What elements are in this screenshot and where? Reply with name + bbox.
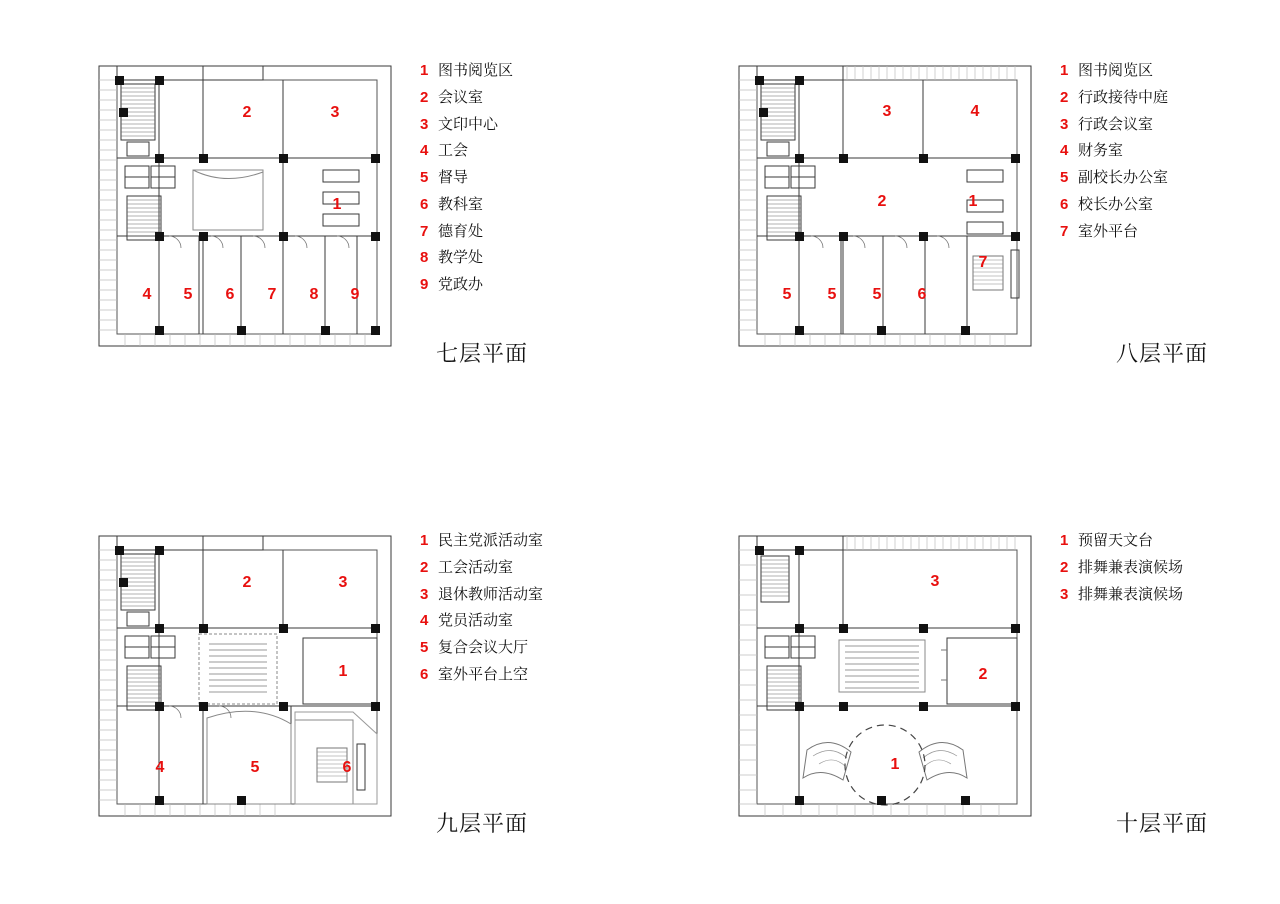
plan-svg-7: [95, 50, 395, 350]
legend-label: 室外平台: [1078, 222, 1139, 240]
legend-number: 1: [420, 62, 429, 79]
legend-label: 退休教师活动室: [438, 585, 544, 603]
plan-svg-10: [735, 520, 1035, 820]
legend-label: 会议室: [438, 88, 484, 106]
legend-item: [1060, 140, 1260, 162]
legend-label: 文印中心: [438, 115, 499, 133]
legend-number: 5: [420, 639, 429, 656]
room-number: 5: [782, 286, 792, 303]
legend-item: [420, 274, 620, 296]
legend-number: 6: [420, 195, 429, 213]
legend-item: [420, 610, 620, 632]
legend-label: 行政会议室: [1078, 115, 1154, 133]
floor-plan-sheet-9: [20, 490, 620, 890]
legend-label: 教学处: [438, 249, 484, 267]
legend-item: [420, 140, 620, 162]
floor-plan-sheet-8: [660, 20, 1260, 420]
legend-label: 教科室: [438, 195, 484, 213]
legend-item: [1060, 584, 1260, 606]
legend-number: 4: [420, 142, 429, 160]
legend-number: 3: [1060, 115, 1069, 133]
floor-plan-drawing-8: [735, 50, 1035, 350]
legend-item: [1060, 114, 1260, 136]
legend-number: 1: [420, 532, 429, 549]
legend-item: [1060, 194, 1260, 216]
legend-label: 德育处: [438, 222, 484, 240]
legend-number: 7: [420, 222, 429, 240]
plan-caption: 八层平面: [1115, 341, 1208, 366]
room-number: 6: [225, 286, 235, 303]
legend-number: 2: [1060, 558, 1069, 576]
room-number: 5: [250, 759, 260, 776]
floor-plan-drawing-9: [95, 520, 395, 820]
legend-number: 5: [420, 169, 429, 186]
legend-label: 民主党派活动室: [438, 532, 544, 549]
legend-item: [1060, 87, 1260, 109]
room-number: 6: [917, 286, 927, 303]
legend-number: 7: [1060, 222, 1069, 240]
legend-item: [420, 247, 620, 269]
legend-number: 6: [1060, 195, 1069, 213]
floor-plan-drawing-7: [95, 50, 395, 350]
room-number: 3: [882, 103, 892, 120]
room-number: 5: [872, 286, 882, 303]
legend-number: 3: [1060, 585, 1069, 603]
room-number: 5: [827, 286, 837, 303]
legend-label: 副校长办公室: [1078, 169, 1169, 186]
legend-label: 复合会议大厅: [438, 639, 529, 656]
legend-floor-8: [1060, 60, 1260, 247]
legend-label: 督导: [438, 169, 469, 186]
legend-number: 3: [420, 585, 429, 603]
legend-number: 8: [420, 249, 429, 267]
room-number: 4: [155, 759, 165, 776]
legend-label: 图书阅览区: [1078, 62, 1154, 79]
legend-label: 工会: [438, 142, 469, 160]
legend-item: [420, 637, 620, 659]
legend-item: [420, 664, 620, 686]
legend-item: [420, 530, 620, 552]
room-number: 3: [330, 104, 340, 121]
plan-caption: 十层平面: [1115, 811, 1208, 836]
room-number: 7: [267, 286, 277, 303]
legend-number: 5: [1060, 169, 1069, 186]
legend-number: 6: [420, 665, 429, 683]
room-number: 6: [342, 759, 352, 776]
legend-floor-10: [1060, 530, 1260, 610]
legend-number: 2: [420, 88, 429, 106]
legend-floor-9: [420, 530, 620, 691]
legend-item: [1060, 530, 1260, 552]
legend-label: 党政办: [438, 276, 484, 293]
room-number: 3: [338, 574, 348, 591]
room-number: 4: [142, 286, 152, 303]
legend-label: 室外平台上空: [438, 665, 529, 683]
floor-plan-drawing-10: [735, 520, 1035, 820]
room-number: 2: [242, 104, 252, 121]
legend-number: 9: [420, 276, 429, 293]
legend-item: [1060, 221, 1260, 243]
floor-plan-sheet-7: [20, 20, 620, 420]
legend-item: [1060, 557, 1260, 579]
legend-item: [420, 221, 620, 243]
legend-label: 工会活动室: [438, 558, 514, 576]
room-number: 1: [890, 756, 900, 773]
legend-item: [420, 557, 620, 579]
room-number: 1: [968, 193, 978, 210]
legend-number: 1: [1060, 532, 1069, 549]
legend-item: [1060, 60, 1260, 82]
plan-caption: 七层平面: [435, 341, 528, 366]
room-number: 4: [970, 103, 980, 120]
legend-number: 4: [1060, 142, 1069, 160]
legend-label: 排舞兼表演候场: [1078, 558, 1184, 576]
legend-item: [1060, 167, 1260, 189]
room-number: 8: [309, 286, 319, 303]
room-number: 1: [338, 663, 348, 680]
legend-number: 1: [1060, 62, 1069, 79]
legend-label: 预留天文台: [1078, 532, 1154, 549]
legend-item: [420, 87, 620, 109]
room-number: 7: [978, 254, 988, 271]
legend-item: [420, 167, 620, 189]
room-number: 1: [332, 196, 342, 213]
legend-label: 排舞兼表演候场: [1078, 585, 1184, 603]
legend-floor-7: [420, 60, 620, 301]
legend-item: [420, 60, 620, 82]
room-number: 2: [978, 666, 988, 683]
legend-number: 4: [420, 612, 429, 630]
legend-label: 财务室: [1078, 142, 1124, 160]
legend-item: [420, 194, 620, 216]
legend-number: 2: [1060, 88, 1069, 106]
legend-number: 2: [420, 558, 429, 576]
room-number: 2: [877, 193, 887, 210]
legend-item: [420, 114, 620, 136]
legend-label: 图书阅览区: [438, 62, 514, 79]
room-number: 5: [183, 286, 193, 303]
legend-number: 3: [420, 115, 429, 133]
legend-item: [420, 584, 620, 606]
floor-plan-sheet-10: [660, 490, 1260, 890]
legend-label: 党员活动室: [438, 612, 514, 630]
room-number: 9: [350, 286, 360, 303]
legend-label: 行政接待中庭: [1078, 88, 1169, 106]
room-number: 3: [930, 573, 940, 590]
plan-caption: 九层平面: [435, 811, 528, 836]
room-number: 2: [242, 574, 252, 591]
legend-label: 校长办公室: [1078, 195, 1154, 213]
